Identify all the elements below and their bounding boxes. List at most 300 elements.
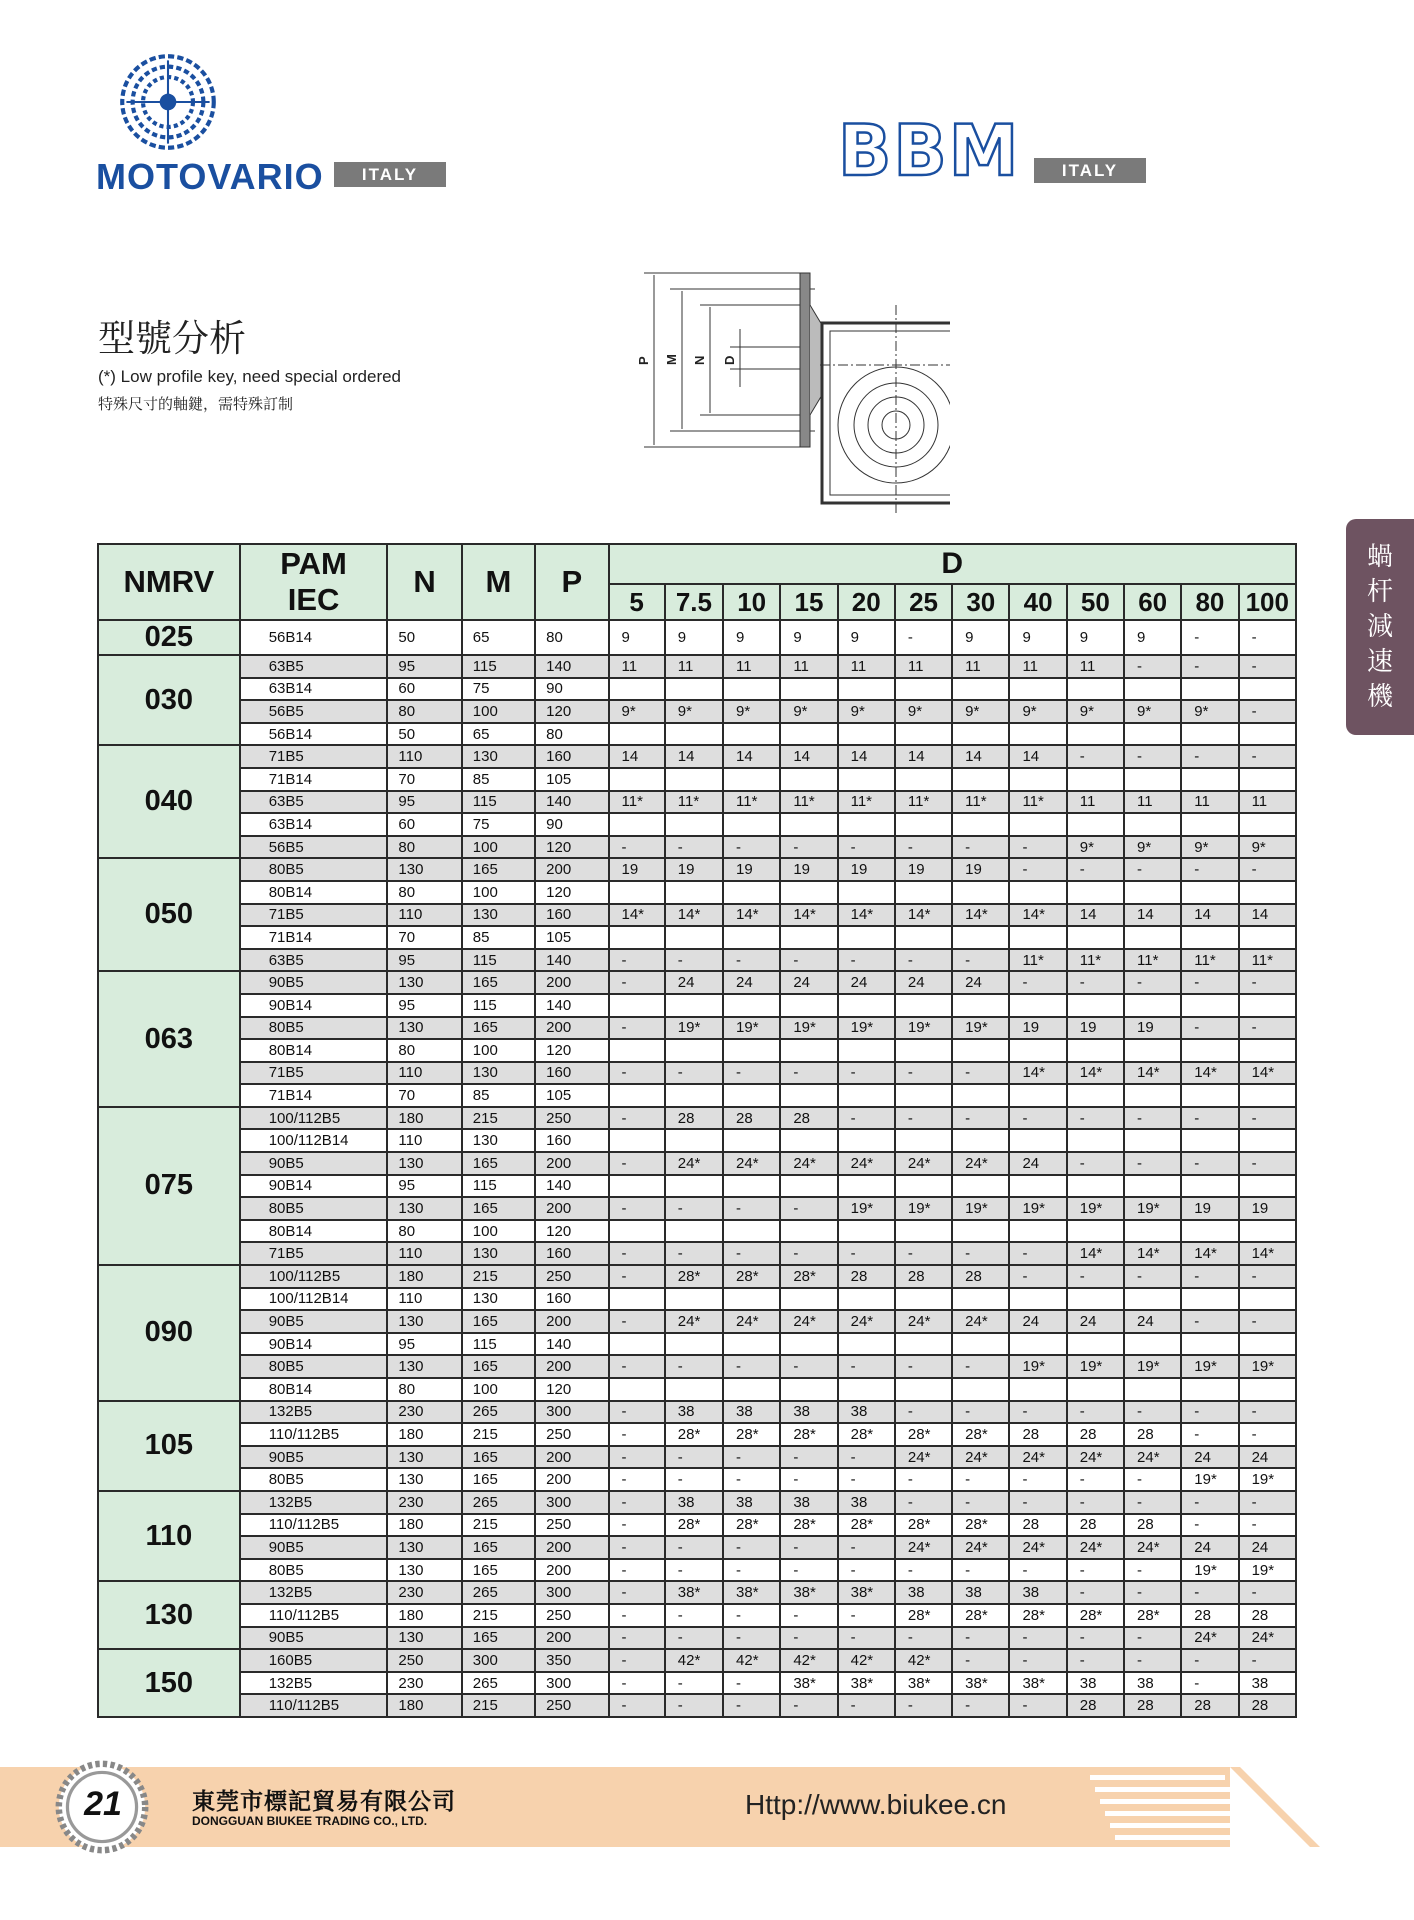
p-cell: 200 <box>535 971 608 994</box>
table-row <box>98 1672 1296 1695</box>
shaft-diameter-cell: - <box>1067 1401 1124 1424</box>
shaft-diameter-cell: 24* <box>665 1310 723 1333</box>
m-cell: 165 <box>462 1310 535 1333</box>
p-cell: 105 <box>535 926 608 949</box>
table-row <box>98 836 1296 859</box>
table-row <box>98 1107 1296 1130</box>
pam-cell: 63B5 <box>240 949 388 972</box>
p-cell: 140 <box>535 791 608 814</box>
table-row <box>98 723 1296 746</box>
pam-cell: 71B14 <box>240 926 388 949</box>
shaft-diameter-cell: 9 <box>1124 620 1181 655</box>
side-section-tab <box>1346 519 1414 735</box>
shaft-diameter-cell: 14* <box>1239 1062 1296 1085</box>
p-cell: 200 <box>535 1152 608 1175</box>
pam-cell: 80B14 <box>240 1378 388 1401</box>
footer-stripes-decoration <box>1090 1767 1320 1847</box>
n-cell: 230 <box>387 1581 461 1604</box>
shaft-diameter-cell <box>780 1288 837 1311</box>
shaft-diameter-cell: - <box>665 1559 723 1582</box>
shaft-diameter-cell: 38 <box>1009 1581 1066 1604</box>
shaft-diameter-cell: - <box>952 1559 1009 1582</box>
shaft-diameter-cell: - <box>780 1242 837 1265</box>
shaft-diameter-cell: - <box>780 1446 837 1469</box>
shaft-diameter-cell: 19* <box>952 1017 1009 1040</box>
ratio-header: 15 <box>780 584 837 620</box>
shaft-diameter-cell <box>780 1084 837 1107</box>
shaft-diameter-cell <box>1239 1175 1296 1198</box>
shaft-diameter-cell: 28 <box>1181 1604 1238 1627</box>
shaft-diameter-cell: 28 <box>1067 1423 1124 1446</box>
shaft-diameter-cell: 38 <box>1124 1672 1181 1695</box>
shaft-diameter-cell <box>1009 1084 1066 1107</box>
shaft-diameter-cell: - <box>723 1536 780 1559</box>
shaft-diameter-cell: 11 <box>1124 791 1181 814</box>
shaft-diameter-cell: 24* <box>838 1152 895 1175</box>
m-cell: 100 <box>462 1378 535 1401</box>
shaft-diameter-cell: 42* <box>838 1649 895 1672</box>
pam-cell: 110/112B5 <box>240 1423 388 1446</box>
shaft-diameter-cell: - <box>1124 745 1181 768</box>
shaft-diameter-cell: - <box>895 1355 952 1378</box>
pam-cell: 80B14 <box>240 1039 388 1062</box>
shaft-diameter-cell <box>895 1333 952 1356</box>
shaft-diameter-cell: - <box>665 836 723 859</box>
shaft-diameter-cell: 11* <box>1124 949 1181 972</box>
shaft-diameter-cell: - <box>780 1468 837 1491</box>
shaft-diameter-cell: 9* <box>1239 836 1296 859</box>
m-cell: 215 <box>462 1423 535 1446</box>
shaft-diameter-cell: 24* <box>780 1310 837 1333</box>
shaft-diameter-cell <box>1181 881 1238 904</box>
table-row <box>98 949 1296 972</box>
table-row <box>98 971 1296 994</box>
shaft-diameter-cell: - <box>609 1649 665 1672</box>
shaft-diameter-cell: - <box>1181 1017 1238 1040</box>
shaft-diameter-cell <box>1124 926 1181 949</box>
shaft-diameter-cell: 19 <box>723 858 780 881</box>
table-row <box>98 1378 1296 1401</box>
shaft-diameter-cell: - <box>1239 1491 1296 1514</box>
shaft-diameter-cell <box>723 1220 780 1243</box>
shaft-diameter-cell: 28 <box>665 1107 723 1130</box>
shaft-diameter-cell <box>723 1288 780 1311</box>
shaft-diameter-cell: 9* <box>723 700 780 723</box>
motovario-gear-icon <box>116 50 220 154</box>
shaft-diameter-cell: - <box>1239 1265 1296 1288</box>
shaft-diameter-cell: 28* <box>723 1514 780 1537</box>
shaft-diameter-cell: - <box>1124 1401 1181 1424</box>
shaft-diameter-cell <box>665 1378 723 1401</box>
shaft-diameter-cell: 9 <box>952 620 1009 655</box>
table-row <box>98 1446 1296 1469</box>
table-row <box>98 678 1296 701</box>
shaft-diameter-cell <box>1124 1220 1181 1243</box>
shaft-diameter-cell <box>1009 768 1066 791</box>
shaft-diameter-cell: - <box>952 1468 1009 1491</box>
shaft-diameter-cell: 11 <box>723 655 780 678</box>
shaft-diameter-cell <box>952 994 1009 1017</box>
shaft-diameter-cell: - <box>1181 1152 1238 1175</box>
shaft-diameter-cell: - <box>780 1197 837 1220</box>
shaft-diameter-cell: 24* <box>1181 1627 1238 1650</box>
shaft-diameter-cell <box>780 678 837 701</box>
shaft-diameter-cell: 14 <box>895 745 952 768</box>
shaft-diameter-cell: 19* <box>1181 1559 1238 1582</box>
m-cell: 165 <box>462 1446 535 1469</box>
shaft-diameter-cell: - <box>1067 1559 1124 1582</box>
motovario-wordmark: MOTOVARIO <box>96 156 324 197</box>
n-cell: 230 <box>387 1672 461 1695</box>
p-cell: 140 <box>535 949 608 972</box>
shaft-diameter-cell: 14* <box>1239 1242 1296 1265</box>
pam-cell: 56B5 <box>240 836 388 859</box>
shaft-diameter-cell: - <box>838 949 895 972</box>
p-cell: 200 <box>535 1017 608 1040</box>
n-cell: 180 <box>387 1604 461 1627</box>
p-cell: 200 <box>535 1627 608 1650</box>
shaft-diameter-cell <box>1239 1084 1296 1107</box>
pam-cell: 100/112B5 <box>240 1265 388 1288</box>
shaft-diameter-cell: 11 <box>665 655 723 678</box>
shaft-diameter-cell: 28 <box>1239 1694 1296 1717</box>
shaft-diameter-cell: 28 <box>1009 1423 1066 1446</box>
p-cell: 120 <box>535 836 608 859</box>
ratio-header: 5 <box>609 584 665 620</box>
model-cell: 030 <box>98 655 240 745</box>
shaft-diameter-cell <box>1239 926 1296 949</box>
shaft-diameter-cell: 24* <box>780 1152 837 1175</box>
shaft-diameter-cell <box>895 1220 952 1243</box>
p-cell: 140 <box>535 1175 608 1198</box>
table-row <box>98 1039 1296 1062</box>
shaft-diameter-cell: 38 <box>1067 1672 1124 1695</box>
shaft-diameter-cell: 14* <box>609 904 665 927</box>
table-row <box>98 1017 1296 1040</box>
m-cell: 75 <box>462 678 535 701</box>
shaft-diameter-cell: - <box>1067 1491 1124 1514</box>
model-cell: 050 <box>98 858 240 971</box>
shaft-diameter-cell: - <box>723 1559 780 1582</box>
shaft-diameter-cell: - <box>609 1242 665 1265</box>
shaft-diameter-cell: - <box>609 1559 665 1582</box>
shaft-diameter-cell: - <box>609 1468 665 1491</box>
m-cell: 115 <box>462 1333 535 1356</box>
shaft-diameter-cell: - <box>952 1491 1009 1514</box>
pam-cell: 71B14 <box>240 768 388 791</box>
shaft-diameter-cell: - <box>780 1062 837 1085</box>
shaft-diameter-cell <box>665 723 723 746</box>
shaft-diameter-cell: - <box>780 1559 837 1582</box>
shaft-diameter-cell: 42* <box>723 1649 780 1672</box>
shaft-diameter-cell: - <box>780 1536 837 1559</box>
pam-cell: 71B5 <box>240 1242 388 1265</box>
shaft-diameter-cell: - <box>1181 1265 1238 1288</box>
shaft-diameter-cell <box>838 1220 895 1243</box>
shaft-diameter-cell: 42* <box>665 1649 723 1672</box>
shaft-diameter-cell <box>723 881 780 904</box>
shaft-diameter-cell <box>1067 1378 1124 1401</box>
n-cell: 70 <box>387 926 461 949</box>
shaft-diameter-cell <box>895 1175 952 1198</box>
pam-cell: 71B14 <box>240 1084 388 1107</box>
shaft-diameter-cell: 28 <box>895 1265 952 1288</box>
shaft-diameter-cell: - <box>665 1672 723 1695</box>
n-cell: 95 <box>387 1333 461 1356</box>
n-cell: 110 <box>387 1242 461 1265</box>
table-row <box>98 1514 1296 1537</box>
shaft-diameter-cell <box>609 723 665 746</box>
shaft-diameter-cell: 19* <box>1067 1355 1124 1378</box>
shaft-diameter-cell: - <box>723 1062 780 1085</box>
shaft-diameter-cell: 28* <box>895 1604 952 1627</box>
shaft-diameter-cell <box>838 926 895 949</box>
table-row <box>98 926 1296 949</box>
shaft-diameter-cell <box>1067 1084 1124 1107</box>
shaft-diameter-cell: 19* <box>838 1017 895 1040</box>
page-title: 型號分析 <box>98 317 246 360</box>
shaft-diameter-cell: - <box>1009 1649 1066 1672</box>
p-cell: 80 <box>535 620 608 655</box>
shaft-diameter-cell <box>838 1333 895 1356</box>
shaft-diameter-cell: - <box>609 971 665 994</box>
shaft-diameter-cell: 14 <box>1239 904 1296 927</box>
n-cell: 60 <box>387 678 461 701</box>
shaft-diameter-cell <box>838 768 895 791</box>
shaft-diameter-cell: 14 <box>1124 904 1181 927</box>
shaft-diameter-cell: 24 <box>1181 1446 1238 1469</box>
shaft-diameter-cell: 28* <box>838 1423 895 1446</box>
shaft-diameter-cell: 24* <box>838 1310 895 1333</box>
shaft-diameter-cell: - <box>1239 1310 1296 1333</box>
shaft-diameter-cell <box>780 813 837 836</box>
model-cell: 063 <box>98 971 240 1107</box>
motovario-italy-tag: ITALY <box>334 162 446 187</box>
shaft-diameter-cell: 9* <box>1181 836 1238 859</box>
shaft-diameter-cell: - <box>1067 971 1124 994</box>
bbm-italy-tag: ITALY <box>1034 158 1146 183</box>
table-row <box>98 1581 1296 1604</box>
shaft-diameter-cell: - <box>1124 1581 1181 1604</box>
shaft-diameter-cell <box>1181 813 1238 836</box>
pam-cell: 90B5 <box>240 1536 388 1559</box>
n-cell: 80 <box>387 836 461 859</box>
shaft-diameter-cell: 24 <box>665 971 723 994</box>
shaft-diameter-cell: - <box>609 949 665 972</box>
shaft-diameter-cell <box>609 1084 665 1107</box>
shaft-diameter-cell <box>609 1220 665 1243</box>
n-cell: 80 <box>387 1378 461 1401</box>
shaft-diameter-cell <box>665 1288 723 1311</box>
shaft-diameter-cell: - <box>838 1694 895 1717</box>
n-cell: 95 <box>387 791 461 814</box>
pam-cell: 71B5 <box>240 1062 388 1085</box>
p-cell: 200 <box>535 1559 608 1582</box>
shaft-diameter-cell <box>1067 1175 1124 1198</box>
shaft-diameter-cell: 28 <box>952 1265 1009 1288</box>
shaft-diameter-cell: 28 <box>1239 1604 1296 1627</box>
shaft-diameter-cell: - <box>838 836 895 859</box>
shaft-diameter-cell <box>780 1220 837 1243</box>
shaft-diameter-cell: - <box>780 1694 837 1717</box>
model-cell: 075 <box>98 1107 240 1265</box>
pam-cell: 71B5 <box>240 745 388 768</box>
shaft-diameter-cell <box>895 1039 952 1062</box>
shaft-diameter-cell: - <box>1124 858 1181 881</box>
pam-cell: 80B5 <box>240 1559 388 1582</box>
n-cell: 180 <box>387 1514 461 1537</box>
shaft-diameter-cell: - <box>665 1446 723 1469</box>
shaft-diameter-cell <box>1124 813 1181 836</box>
p-cell: 250 <box>535 1694 608 1717</box>
m-cell: 265 <box>462 1581 535 1604</box>
shaft-diameter-cell <box>1009 723 1066 746</box>
model-cell: 150 <box>98 1649 240 1717</box>
shaft-diameter-cell <box>1009 813 1066 836</box>
shaft-diameter-cell <box>723 1378 780 1401</box>
shaft-diameter-cell: - <box>1239 1649 1296 1672</box>
shaft-diameter-cell: - <box>895 836 952 859</box>
m-cell: 165 <box>462 1017 535 1040</box>
shaft-diameter-cell: - <box>609 1423 665 1446</box>
label-d: D <box>722 355 737 365</box>
shaft-diameter-cell <box>895 1084 952 1107</box>
shaft-diameter-cell <box>838 1288 895 1311</box>
shaft-diameter-cell: - <box>1239 1017 1296 1040</box>
p-cell: 200 <box>535 1446 608 1469</box>
shaft-diameter-cell: 19* <box>838 1197 895 1220</box>
shaft-diameter-cell <box>952 1220 1009 1243</box>
shaft-diameter-cell <box>723 1039 780 1062</box>
shaft-diameter-cell: - <box>609 1197 665 1220</box>
shaft-diameter-cell <box>1067 678 1124 701</box>
shaft-diameter-cell: 11* <box>838 791 895 814</box>
shaft-diameter-cell <box>723 723 780 746</box>
shaft-diameter-cell: - <box>665 1468 723 1491</box>
shaft-diameter-cell <box>1239 723 1296 746</box>
shaft-diameter-cell: - <box>1009 1107 1066 1130</box>
n-cell: 180 <box>387 1423 461 1446</box>
shaft-diameter-cell: - <box>1067 1627 1124 1650</box>
company-website-link[interactable]: Http://www.biukee.cn <box>745 1789 1007 1820</box>
n-cell: 130 <box>387 1355 461 1378</box>
shaft-diameter-cell <box>1124 881 1181 904</box>
shaft-diameter-cell <box>895 768 952 791</box>
shaft-diameter-cell <box>1239 1333 1296 1356</box>
header-nmrv: NMRV <box>98 544 240 620</box>
shaft-diameter-cell: - <box>895 1627 952 1650</box>
shaft-diameter-cell <box>952 723 1009 746</box>
shaft-diameter-cell <box>1009 994 1066 1017</box>
shaft-diameter-cell <box>1181 1084 1238 1107</box>
p-cell: 200 <box>535 1355 608 1378</box>
shaft-diameter-cell <box>609 1378 665 1401</box>
shaft-diameter-cell: - <box>1124 1491 1181 1514</box>
shaft-diameter-cell: 14 <box>952 745 1009 768</box>
shaft-diameter-cell: 9* <box>1124 836 1181 859</box>
shaft-diameter-cell: 14* <box>895 904 952 927</box>
shaft-diameter-cell: - <box>1181 1672 1238 1695</box>
shaft-diameter-cell: 24* <box>952 1446 1009 1469</box>
table-row <box>98 881 1296 904</box>
table-row <box>98 1197 1296 1220</box>
shaft-diameter-cell: 28* <box>780 1265 837 1288</box>
shaft-diameter-cell <box>609 994 665 1017</box>
shaft-diameter-cell: - <box>1181 1107 1238 1130</box>
shaft-diameter-cell: 28 <box>1067 1514 1124 1537</box>
shaft-diameter-cell <box>895 1378 952 1401</box>
p-cell: 120 <box>535 1378 608 1401</box>
n-cell: 50 <box>387 620 461 655</box>
n-cell: 110 <box>387 745 461 768</box>
shaft-diameter-cell <box>1067 926 1124 949</box>
shaft-diameter-cell: 9 <box>609 620 665 655</box>
shaft-diameter-cell <box>665 1039 723 1062</box>
shaft-diameter-cell: 11 <box>780 655 837 678</box>
shaft-diameter-cell: - <box>838 1559 895 1582</box>
p-cell: 105 <box>535 768 608 791</box>
shaft-diameter-cell: 14 <box>1067 904 1124 927</box>
table-row <box>98 1084 1296 1107</box>
shaft-diameter-cell: - <box>1181 1649 1238 1672</box>
p-cell: 300 <box>535 1491 608 1514</box>
shaft-diameter-cell: 24 <box>1067 1310 1124 1333</box>
shaft-diameter-cell: 24* <box>1124 1446 1181 1469</box>
shaft-diameter-cell <box>838 1129 895 1152</box>
shaft-diameter-cell: - <box>838 1468 895 1491</box>
shaft-diameter-cell: - <box>1181 1423 1238 1446</box>
shaft-diameter-cell <box>1124 723 1181 746</box>
shaft-diameter-cell: 11* <box>1181 949 1238 972</box>
shaft-diameter-cell <box>895 813 952 836</box>
shaft-diameter-cell <box>1067 994 1124 1017</box>
shaft-diameter-cell <box>1181 768 1238 791</box>
shaft-diameter-cell: 42* <box>895 1649 952 1672</box>
shaft-diameter-cell: 11 <box>1239 791 1296 814</box>
side-tab-char: 減 <box>1366 611 1393 642</box>
n-cell: 250 <box>387 1649 461 1672</box>
shaft-diameter-cell: 28* <box>723 1423 780 1446</box>
shaft-diameter-cell: 28 <box>1124 1514 1181 1537</box>
p-cell: 120 <box>535 881 608 904</box>
shaft-diameter-cell: 19* <box>1009 1197 1066 1220</box>
n-cell: 110 <box>387 1062 461 1085</box>
shaft-diameter-cell <box>780 926 837 949</box>
shaft-diameter-cell <box>1124 1084 1181 1107</box>
n-cell: 110 <box>387 904 461 927</box>
shaft-diameter-cell: - <box>780 1604 837 1627</box>
table-row <box>98 768 1296 791</box>
table-row <box>98 1062 1296 1085</box>
shaft-diameter-cell <box>723 1175 780 1198</box>
shaft-diameter-cell: 14* <box>1181 1242 1238 1265</box>
n-cell: 95 <box>387 655 461 678</box>
table-row <box>98 1536 1296 1559</box>
table-row <box>98 1242 1296 1265</box>
shaft-diameter-cell: - <box>609 1581 665 1604</box>
m-cell: 265 <box>462 1401 535 1424</box>
table-row <box>98 1333 1296 1356</box>
shaft-diameter-cell <box>1124 994 1181 1017</box>
p-cell: 140 <box>535 655 608 678</box>
shaft-diameter-cell: - <box>1239 620 1296 655</box>
n-cell: 130 <box>387 1017 461 1040</box>
motovario-logo <box>96 50 456 197</box>
shaft-diameter-cell <box>609 678 665 701</box>
shaft-diameter-cell: 11* <box>665 791 723 814</box>
n-cell: 130 <box>387 1446 461 1469</box>
shaft-diameter-cell: - <box>1181 1401 1238 1424</box>
